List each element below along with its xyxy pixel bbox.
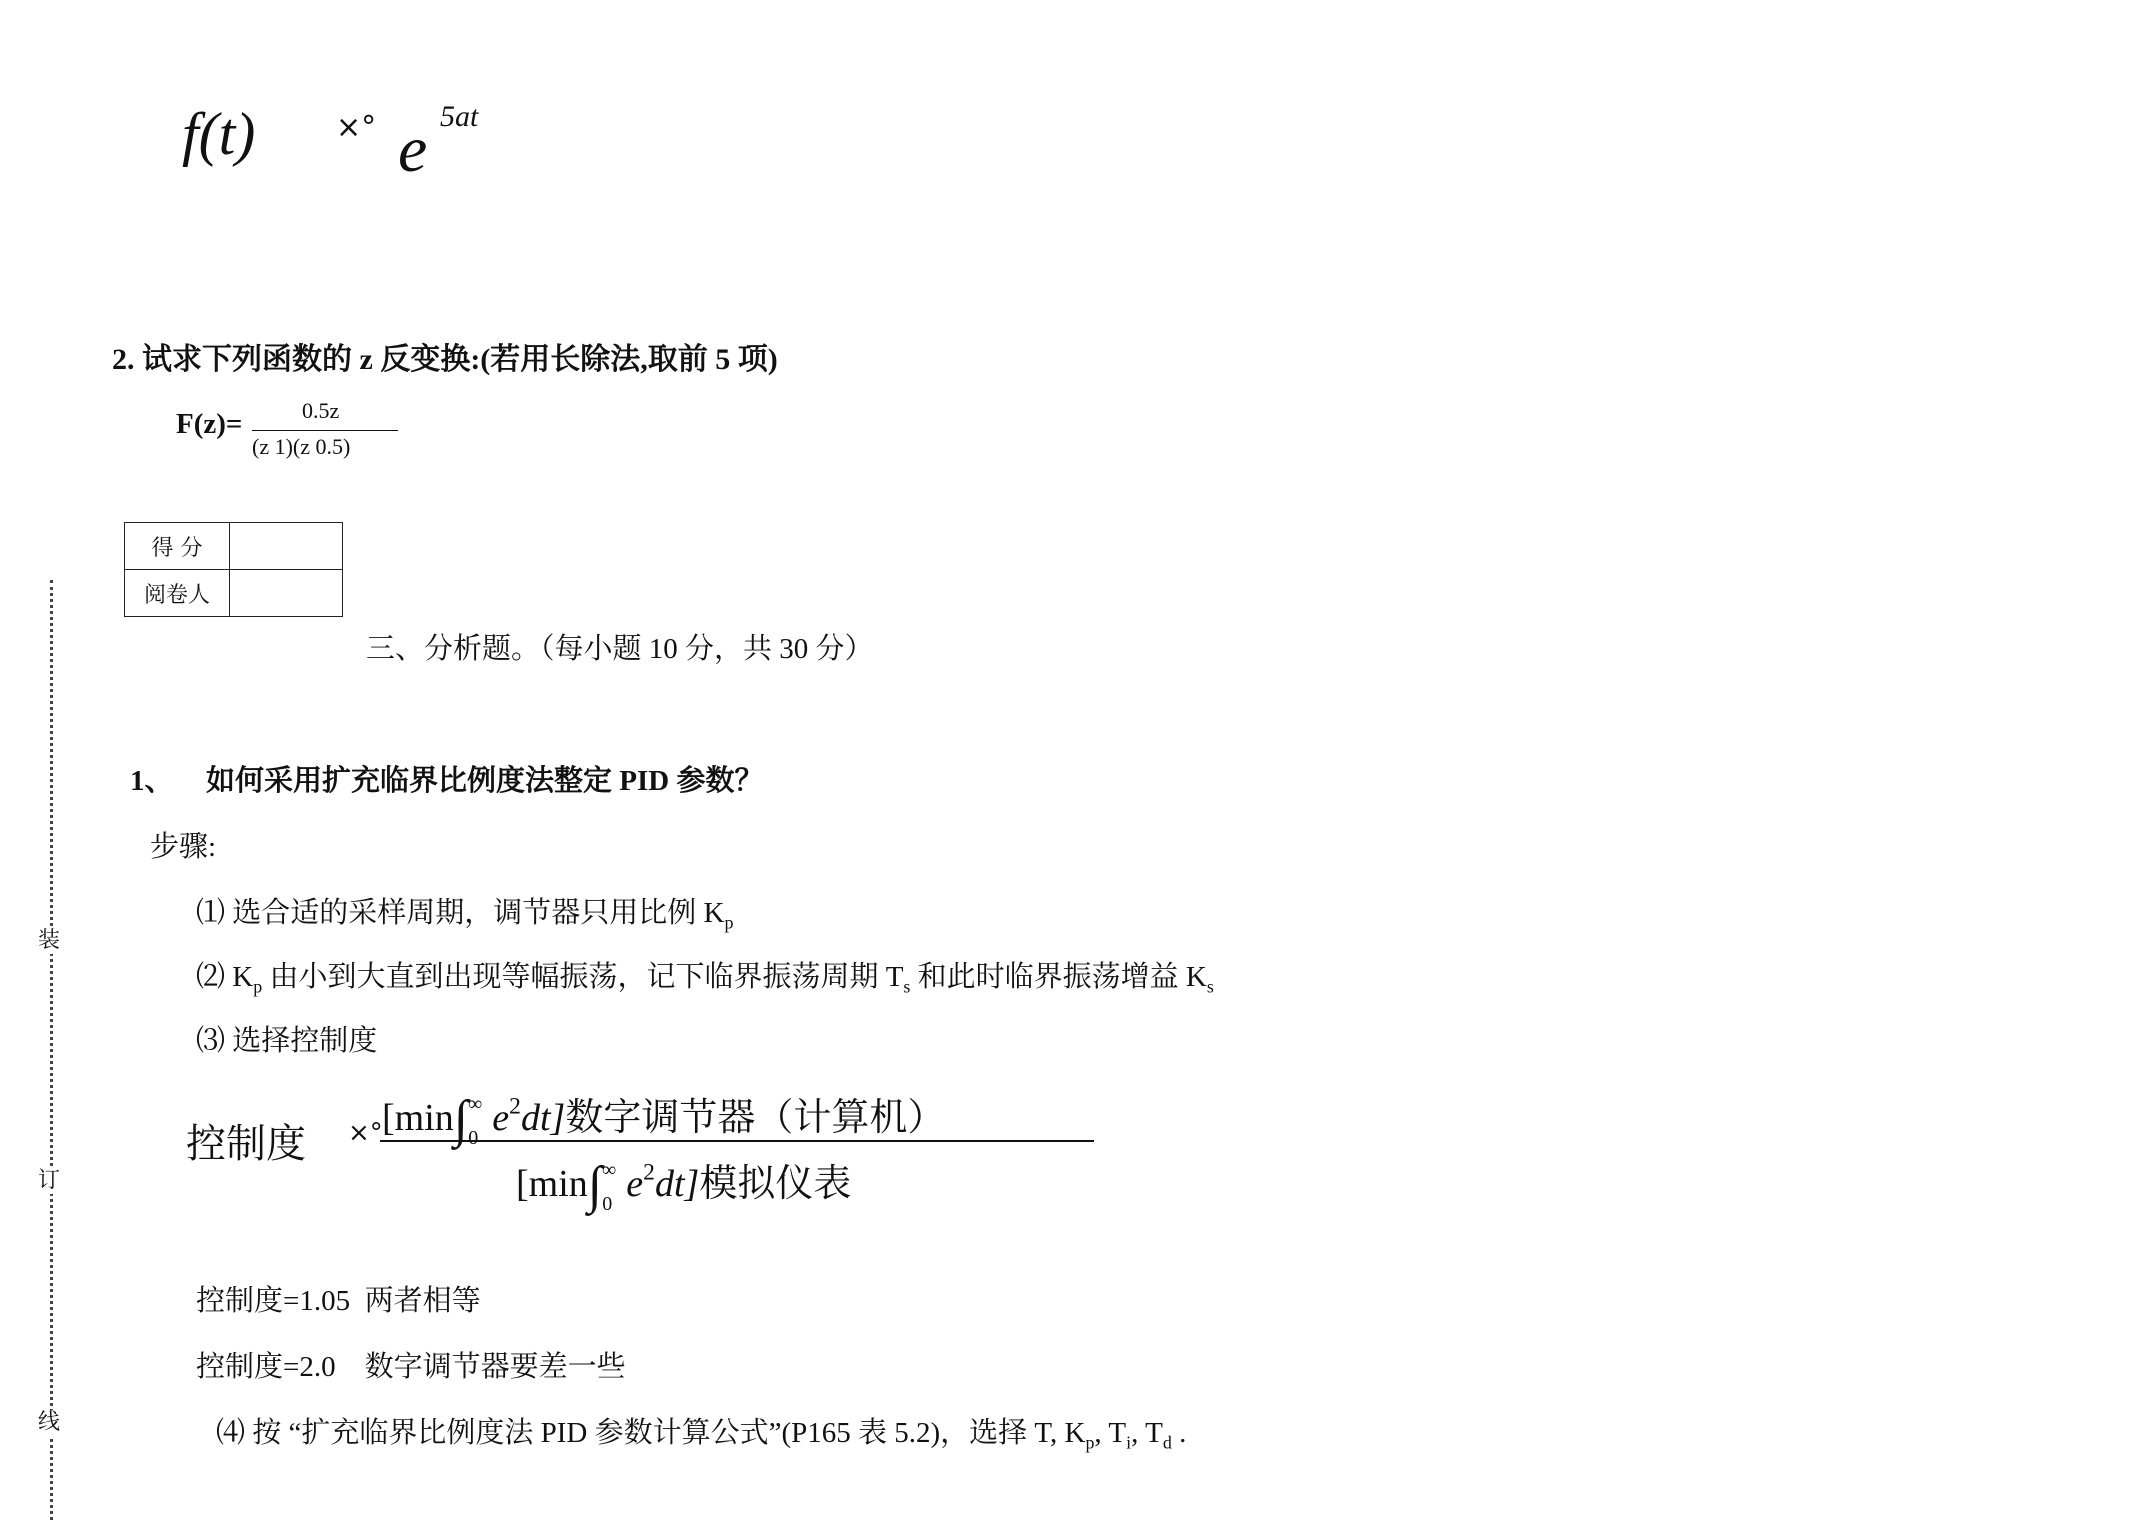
score-cell[interactable] bbox=[230, 523, 343, 570]
step3-text: 选择控制度 bbox=[232, 1025, 378, 1057]
step4-text: 按 “扩充临界比例度法 PID 参数计算公式”(P165 表 5.2)，选择 T, K bbox=[252, 1417, 1086, 1449]
num-dt: dt] bbox=[520, 1097, 566, 1139]
control-denominator bbox=[516, 1152, 851, 1215]
den-min: [min bbox=[516, 1163, 588, 1205]
formula-e: e bbox=[398, 113, 428, 186]
step2 bbox=[196, 954, 1214, 997]
ratio2-text: 数字调节器要差一些 bbox=[364, 1351, 626, 1383]
num-power: 2 bbox=[509, 1093, 521, 1120]
step2-num: ⑵ bbox=[196, 961, 226, 993]
ratio2 bbox=[196, 1344, 626, 1385]
control-fraction-bar bbox=[380, 1140, 1094, 1142]
binding-char-zhuang: 装 bbox=[38, 928, 61, 953]
step2-k2-sub: s bbox=[1206, 976, 1214, 997]
step2-text-a: 由小到大直到出现等幅振荡，记下临界振荡周期 T bbox=[269, 961, 904, 993]
step4-num: ⑷ bbox=[216, 1417, 246, 1449]
step4-td-pre: , T bbox=[1131, 1417, 1163, 1449]
ratio2-label: 控制度=2.0 bbox=[196, 1351, 336, 1383]
grader-label: 阅卷人 bbox=[125, 570, 230, 617]
step2-k: K bbox=[232, 961, 254, 993]
step2-text-b: 和此时临界振荡增益 K bbox=[917, 961, 1207, 993]
section3-title: 三、分析题。（每小题 10 分，共 30 分） bbox=[366, 633, 874, 665]
q2-numerator: 0.5z bbox=[302, 398, 340, 423]
step4-kp: p bbox=[1085, 1432, 1095, 1453]
num-min: [min bbox=[382, 1097, 454, 1139]
q2-f-label: F(z)= bbox=[176, 408, 243, 440]
step4 bbox=[216, 1410, 1186, 1453]
step3 bbox=[196, 1018, 377, 1059]
step1 bbox=[196, 890, 733, 933]
den-text: 模拟仪表 bbox=[699, 1163, 852, 1205]
step2-t-sub: s bbox=[903, 976, 911, 997]
den-integral-icon: ∫ bbox=[587, 1157, 603, 1215]
score-table bbox=[124, 522, 343, 617]
step3-num: ⑶ bbox=[196, 1025, 226, 1057]
steps-label: 步骤: bbox=[150, 831, 217, 863]
step4-ti-pre: , T bbox=[1094, 1417, 1127, 1449]
step1-sub: p bbox=[724, 912, 734, 933]
num-integral-icon: ∫ bbox=[453, 1091, 469, 1149]
formula-exp: 5at bbox=[440, 100, 479, 133]
score-label: 得 分 bbox=[125, 523, 230, 570]
ratio1-text: 两者相等 bbox=[364, 1285, 481, 1317]
ratio1 bbox=[196, 1278, 481, 1319]
step4-ti: i bbox=[1126, 1432, 1132, 1453]
grader-cell[interactable] bbox=[230, 570, 343, 617]
q2-denominator: (z 1)(z 0.5) bbox=[252, 434, 351, 459]
binding-char-xian: 线 bbox=[38, 1410, 61, 1435]
num-text: 数字调节器（计算机） bbox=[565, 1097, 946, 1139]
formula-ft: f(t) bbox=[182, 101, 256, 167]
num-upper: ∞ bbox=[468, 1093, 483, 1115]
step4-td: d bbox=[1162, 1432, 1172, 1453]
q1-title: 如何采用扩充临界比例度法整定 PID 参数？ bbox=[206, 765, 764, 797]
q2-heading: 2. 试求下列函数的 z 反变换:(若用长除法,取前 5 项) bbox=[112, 343, 778, 376]
formula-op: ×° bbox=[336, 110, 377, 145]
den-upper: ∞ bbox=[602, 1159, 617, 1181]
q2-fraction-bar bbox=[252, 430, 398, 431]
control-op: ×° bbox=[348, 1118, 383, 1148]
den-e: e bbox=[626, 1163, 644, 1205]
step2-k-sub: p bbox=[253, 976, 263, 997]
den-lower: 0 bbox=[602, 1193, 613, 1215]
den-dt: dt] bbox=[654, 1163, 700, 1205]
control-lhs: 控制度 bbox=[186, 1121, 306, 1166]
binding-dotted-line bbox=[50, 580, 53, 1520]
binding-char-ding: 订 bbox=[38, 1168, 61, 1193]
step1-num: ⑴ bbox=[196, 897, 226, 929]
den-power: 2 bbox=[643, 1159, 655, 1186]
q1-number: 1、 bbox=[130, 765, 174, 797]
step4-end: . bbox=[1171, 1417, 1187, 1449]
ratio1-label: 控制度=1.05 bbox=[196, 1285, 351, 1317]
num-lower: 0 bbox=[468, 1127, 479, 1149]
num-e: e bbox=[492, 1097, 510, 1139]
step1-text: 选合适的采样周期，调节器只用比例 K bbox=[232, 897, 725, 929]
